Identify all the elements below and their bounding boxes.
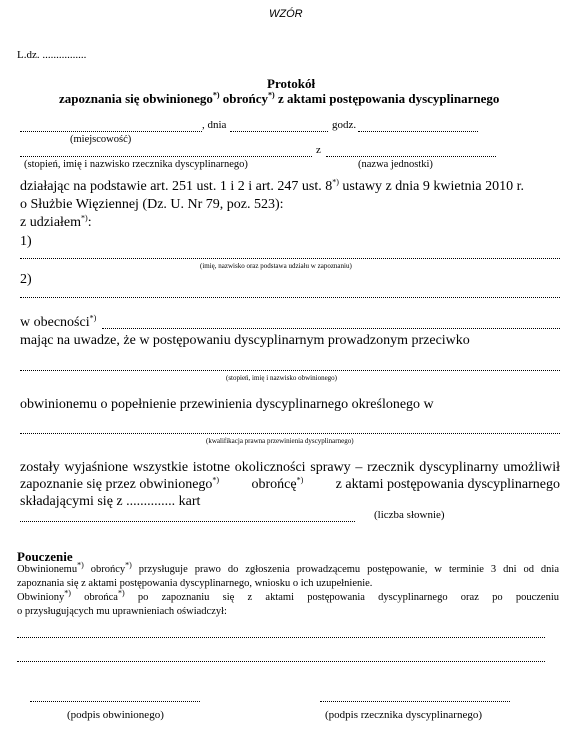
pouczenie-line1: Obwinionemu*) obrońcy*) przysługuje prawo do zgłoszenia prowadzącemu postępowanie, w terminie 3 dni od dnia bbox=[17, 560, 559, 575]
legal-basis-line2: o Służbie Więziennej (Dz. U. Nr 79, poz. 523): bbox=[20, 197, 284, 212]
statement-line-2[interactable] bbox=[17, 661, 545, 662]
officer-caption: (stopień, imię i nazwisko rzecznika dyscyplinarnego) bbox=[24, 159, 248, 170]
officer-signature-field[interactable] bbox=[320, 701, 510, 702]
document-subtitle: zapoznania się obwinionego*) obrońcy*) z aktami postępowania dyscyplinarnego bbox=[59, 90, 500, 106]
qualification-field[interactable] bbox=[20, 433, 560, 434]
document-title: Protokół bbox=[267, 76, 316, 91]
w-obecnosci-label: w obecności*) bbox=[20, 313, 97, 330]
zostaly-line2: zapoznanie się przez obwinionego*) obrońcę*) z aktami postępowania dyscyplinarnego bbox=[20, 475, 560, 492]
item-2-label: 2) bbox=[20, 272, 32, 287]
accused-signature-field[interactable] bbox=[30, 701, 200, 702]
officer-field[interactable] bbox=[20, 156, 312, 157]
obwinionemu-line: obwinionemu o popełnienie przewinienia dyscyplinarnego określonego w bbox=[20, 397, 434, 412]
z-label: z bbox=[316, 144, 321, 156]
pouczenie-line4: o przysługujących mu uprawnieniach oświadczył: bbox=[17, 606, 227, 617]
legal-basis-line1: działając na podstawie art. 251 ust. 1 i 2 i art. 247 ust. 8*) ustawy z dnia 9 kwietnia 2010 r. bbox=[20, 177, 524, 194]
statement-line-1[interactable] bbox=[17, 637, 545, 638]
unit-caption: (nazwa jednostki) bbox=[358, 159, 433, 170]
pouczenie-line3: Obwiniony*) obrońca*) po zapoznaniu się z aktami postępowania dyscyplinarnego oraz po pouczeniu bbox=[17, 588, 559, 603]
pouczenie-heading: Pouczenie bbox=[17, 549, 73, 564]
pouczenie-line2: zapoznania się z aktami postępowania dyscyplinarnego, wniosku o ich uzupełnienie. bbox=[17, 578, 373, 589]
officer-signature-caption: (podpis rzecznika dyscyplinarnego) bbox=[325, 709, 482, 721]
item-1-label: 1) bbox=[20, 234, 32, 249]
place-field[interactable] bbox=[20, 131, 202, 132]
presence-field[interactable] bbox=[102, 328, 560, 329]
participant-caption: (imię, nazwisko oraz podstawa udziału w zapoznaniu) bbox=[200, 262, 352, 270]
accused-caption: (stopień, imię i nazwisko obwinionego) bbox=[226, 374, 338, 382]
accused-signature-caption: (podpis obwinionego) bbox=[67, 709, 164, 721]
zostaly-line1: zostały wyjaśnione wszystkie istotne okoliczności sprawy – rzecznik dyscyplinarny umożliwił bbox=[20, 460, 560, 475]
unit-field[interactable] bbox=[326, 156, 496, 157]
godz-label: godz. bbox=[332, 119, 357, 131]
place-caption: (miejscowość) bbox=[70, 134, 132, 145]
participant-1-field[interactable] bbox=[20, 258, 560, 259]
accused-field[interactable] bbox=[20, 370, 560, 371]
majac-line: mając na uwadze, że w postępowaniu dyscyplinarnym prowadzonym przeciwko bbox=[20, 333, 470, 348]
date-field[interactable] bbox=[230, 131, 328, 132]
ldz-field: L.dz. ................ bbox=[17, 49, 87, 61]
template-label: WZÓR bbox=[269, 8, 303, 20]
dnia-label: , dnia bbox=[202, 119, 227, 131]
z-udzialem-label: z udziałem*): bbox=[20, 213, 92, 230]
time-field[interactable] bbox=[358, 131, 478, 132]
count-words-field[interactable] bbox=[20, 521, 355, 522]
zostaly-line3: składającymi się z .............. kart bbox=[20, 494, 201, 509]
qualification-caption: (kwalifikacja prawna przewinienia dyscyplinarnego) bbox=[206, 437, 354, 445]
count-words-caption: (liczba słownie) bbox=[374, 509, 445, 521]
participant-2-field[interactable] bbox=[20, 297, 560, 298]
